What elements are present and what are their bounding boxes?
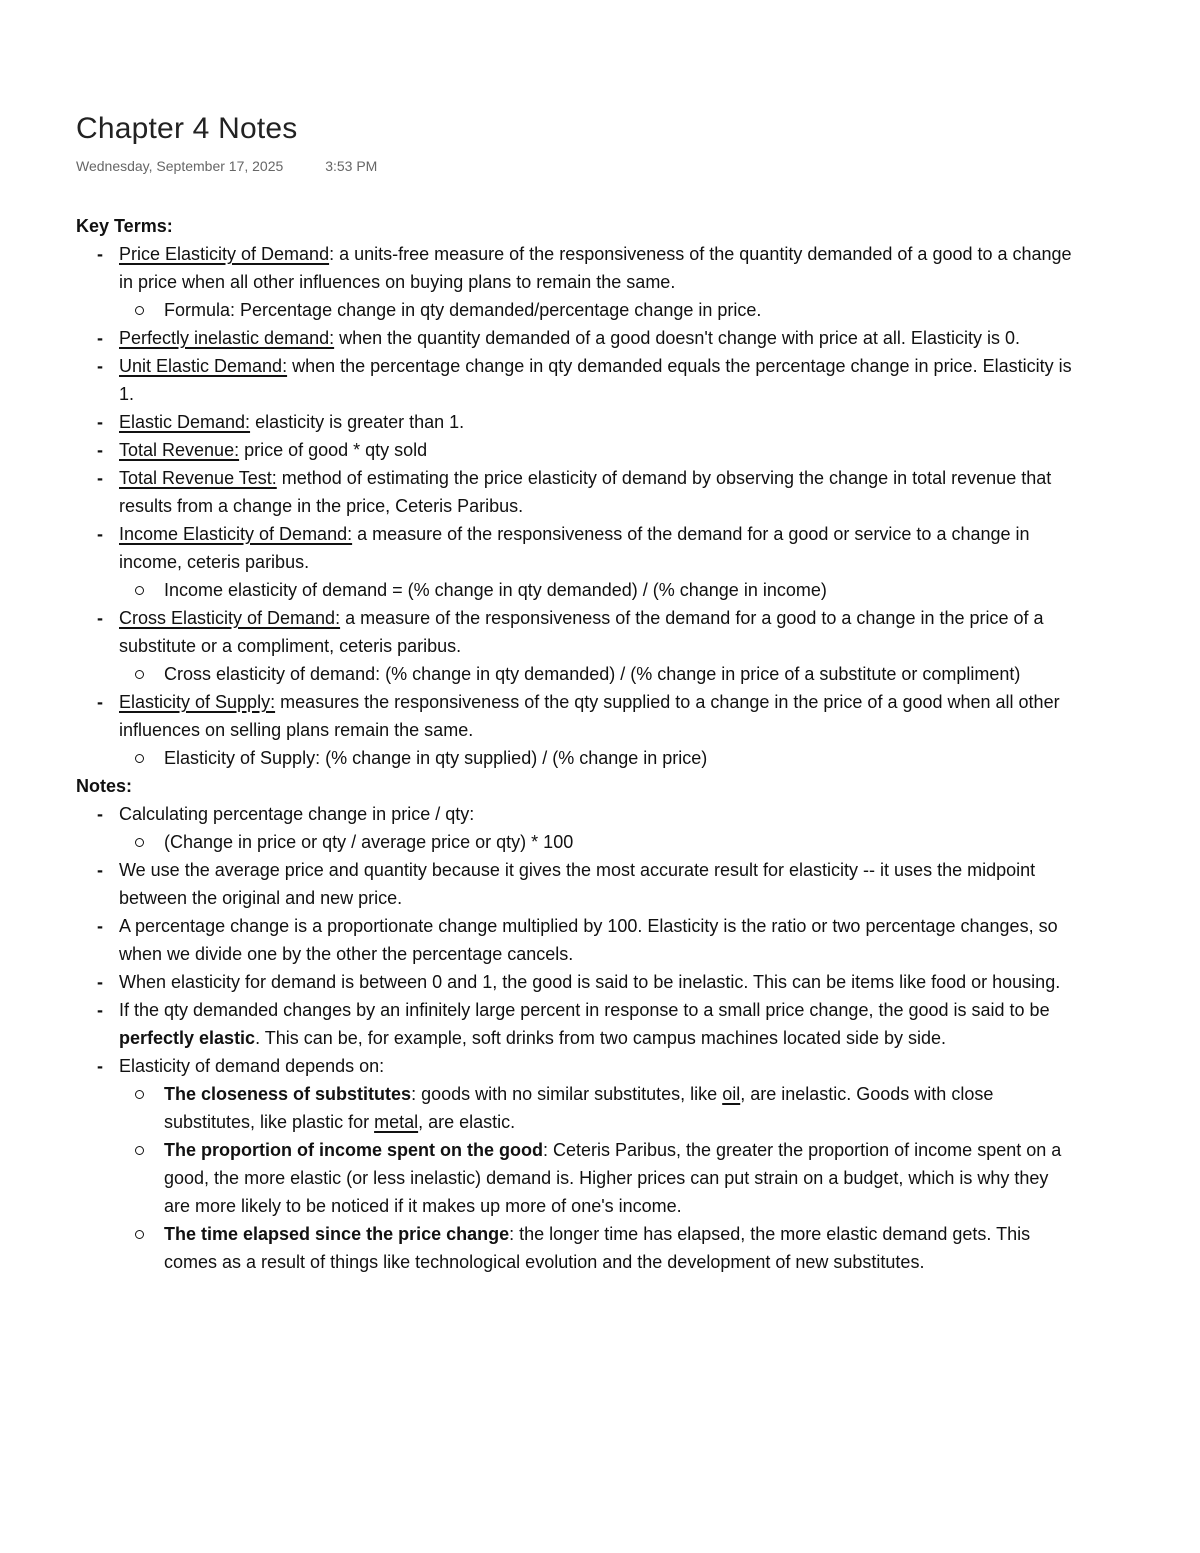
term-definition: : a units-free measure of the responsiveness of the quantity demanded of a good to a change in price when all other influences on buying plans to remain the same.: [119, 244, 1072, 292]
sub-list-item: Elasticity of Supply: (% change in qty supplied) / (% change in price): [119, 744, 1076, 772]
term-label: Perfectly inelastic demand:: [119, 328, 335, 348]
list-item: [76, 352, 1076, 408]
term-label: Elasticity of Supply:: [119, 692, 276, 712]
note-text: Calculating percentage change in price / qty:: [119, 804, 475, 824]
list-item: [76, 240, 1076, 324]
sub-list-item: Formula: Percentage change in qty demanded/percentage change in price.: [119, 296, 1076, 324]
term-definition: method of estimating the price elasticity of demand by observing the change in total revenue that results from a change in the price, Ceteris Paribus.: [119, 468, 1052, 516]
sub-list-item: [119, 1080, 1076, 1136]
note-time: 3:53 PM: [325, 158, 378, 174]
term-label: Elastic Demand:: [119, 412, 251, 432]
list-item: [76, 436, 1076, 464]
key-terms-list: [76, 240, 1076, 772]
note-text: : goods with no similar substitutes, like: [411, 1084, 723, 1104]
list-item: [76, 464, 1076, 520]
note-body[interactable]: [76, 212, 1076, 1438]
term-label: Total Revenue:: [119, 440, 240, 460]
sub-list-item: [119, 1136, 1076, 1220]
bold-text: The proportion of income spent on the good: [164, 1140, 543, 1160]
list-item: [76, 800, 1076, 856]
note-text: If the qty demanded changes by an infinitely large percent in response to a small price change, the good is said to be: [119, 1000, 1050, 1020]
sub-list-item: (Change in price or qty / average price or qty) * 100: [119, 828, 1076, 856]
list-item: [76, 324, 1076, 352]
bold-text: The time elapsed since the price change: [164, 1224, 510, 1244]
list-item: - We use the average price and quantity because it gives the most accurate result for elasticity -- it uses the midpoint between the original and new price.: [76, 856, 1076, 912]
term-definition: when the quantity demanded of a good doesn't change with price at all. Elasticity is 0.: [334, 328, 1020, 348]
term-definition: price of good * qty sold: [239, 440, 428, 460]
note-text: : Ceteris Paribus, the greater the proportion of income spent on a good, the more elastic (or less inelastic) demand is. Higher prices can put strain on a budget, which is why they are more likely to be noticed if it makes up more of one's income.: [164, 1140, 1062, 1216]
list-item: - When elasticity for demand is between 0 and 1, the good is said to be inelastic. This can be items like food or housing.: [76, 968, 1076, 996]
term-definition: a measure of the responsiveness of the demand for a good or service to a change in income, ceteris paribus.: [119, 524, 1030, 572]
sub-list: [119, 828, 1076, 856]
term-definition: a measure of the responsiveness of the demand for a good to a change in the price of a substitute or a compliment, ceteris paribus.: [119, 608, 1044, 656]
sub-list: [119, 744, 1076, 772]
key-terms-heading: Key Terms:: [76, 216, 173, 236]
underlined-word: metal: [374, 1112, 419, 1132]
term-definition: elasticity is greater than 1.: [250, 412, 465, 432]
bold-text: The closeness of substitutes: [164, 1084, 412, 1104]
notes-list: [76, 800, 1076, 1276]
note-text: , are inelastic. Goods with close substitutes, like plastic for: [164, 1084, 994, 1132]
term-label: Unit Elastic Demand:: [119, 356, 288, 376]
note-text: Elasticity of demand depends on:: [119, 1056, 385, 1076]
note-text: . This can be, for example, soft drinks from two campus machines located side by side.: [255, 1028, 947, 1048]
list-item: [76, 604, 1076, 688]
term-label: Price Elasticity of Demand: [119, 244, 330, 264]
term-definition: measures the responsiveness of the qty supplied to a change in the price of a good when all other influences on selling plans remain the same.: [119, 692, 1060, 740]
list-item: [76, 408, 1076, 436]
note-text: : the longer time has elapsed, the more elastic demand gets. This comes as a result of things like technological evolution and the development of new substitutes.: [164, 1224, 1031, 1272]
note-text: , are elastic.: [418, 1112, 516, 1132]
sub-list: [119, 1080, 1076, 1276]
list-item: [76, 520, 1076, 604]
list-item: - A percentage change is a proportionate change multiplied by 100. Elasticity is the ratio or two percentage changes, so when we divide one by the other the percentage cancels.: [76, 912, 1076, 968]
term-definition: when the percentage change in qty demanded equals the percentage change in price. Elasticity is 1.: [119, 356, 1072, 404]
sub-list-item: Income elasticity of demand = (% change in qty demanded) / (% change in income): [119, 576, 1076, 604]
note-timestamp: [76, 158, 377, 174]
term-label: Income Elasticity of Demand:: [119, 524, 353, 544]
sub-list: [119, 576, 1076, 604]
term-label: Total Revenue Test:: [119, 468, 277, 488]
sub-list: [119, 660, 1076, 688]
sub-list-item: Cross elasticity of demand: (% change in qty demanded) / (% change in price of a substitute or compliment): [119, 660, 1076, 688]
bold-text: perfectly elastic: [119, 1028, 256, 1048]
sub-list-item: [119, 1220, 1076, 1276]
list-item: [76, 1052, 1076, 1276]
note-date: Wednesday, September 17, 2025: [76, 158, 284, 174]
sub-list: [119, 296, 1076, 324]
page-title[interactable]: Chapter 4 Notes: [76, 112, 298, 145]
list-item: [76, 688, 1076, 772]
underlined-word: oil: [722, 1084, 741, 1104]
term-label: Cross Elasticity of Demand:: [119, 608, 341, 628]
notes-heading: Notes:: [76, 776, 133, 796]
list-item: [76, 996, 1076, 1052]
